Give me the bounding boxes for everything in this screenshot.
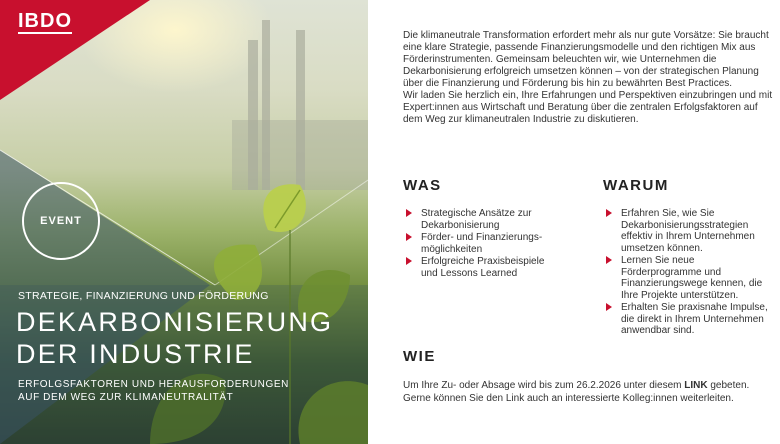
list-item-text: Strategische Ansätze zur Dekarbonisierung	[421, 208, 532, 231]
bullet-arrow-icon	[606, 303, 612, 311]
list-item	[603, 302, 775, 337]
list-item-text: Erfahren Sie, wie Sie Dekarbonisierungsstrategien effektiv in Ihrem Unternehmen umsetzen können.	[621, 208, 755, 254]
list-item	[403, 208, 563, 231]
wie-text-part: Um Ihre Zu- oder Absage wird bis zum 26.2.2026 unter diesem	[403, 380, 685, 391]
event-label: EVENT	[40, 215, 82, 227]
warum-list	[603, 208, 775, 338]
intro-paragraph: Die klimaneutrale Transformation erfordert mehr als nur gute Vorsätze: Sie braucht eine klare Strategie, passende Finanzierungsmodelle und den richtigen Mix aus Förderinstrumenten. Gemeinsam beleuchten wir, wie Unternehmen die Dekarbonisierung erfolgreich umsetzen können – von der strategischen Planung über die Finanzierung und Förderung bis hin zu bewährten Best Practices.	[403, 30, 769, 89]
hero-title	[16, 306, 333, 370]
list-item-text: Lernen Sie neue Förderprogramme und Finanzierungswege kennen, die Ihre Projekte unterstützen.	[621, 255, 763, 301]
bullet-arrow-icon	[406, 209, 412, 217]
list-item-text: Erfolgreiche Praxisbeispiele und Lessons Learned	[421, 256, 545, 279]
bullet-arrow-icon	[606, 256, 612, 264]
bullet-arrow-icon	[406, 257, 412, 265]
bullet-arrow-icon	[406, 233, 412, 241]
list-item	[603, 208, 775, 254]
wie-heading: WIE	[403, 348, 436, 365]
hero-subtitle	[18, 378, 289, 404]
list-item	[403, 232, 563, 255]
hero-subtitle-line: AUF DEM WEG ZUR KLIMANEUTRALITÄT	[18, 392, 234, 403]
intro-text	[403, 30, 773, 126]
list-item	[603, 255, 775, 301]
bullet-arrow-icon	[606, 209, 612, 217]
registration-link[interactable]: LINK	[684, 380, 708, 391]
wie-text-part: gebeten.	[707, 380, 750, 391]
warum-heading: WARUM	[603, 177, 669, 194]
hero-kicker: STRATEGIE, FINANZIERUNG UND FÖRDERUNG	[18, 290, 269, 302]
intro-paragraph: Wir laden Sie herzlich ein, Ihre Erfahrungen und Perspektiven einzubringen und mit Expert:innen aus Wirtschaft und Beratung über die zentralen Erfolgsfaktoren auf dem Weg zur klimaneutralen Industrie zu diskutieren.	[403, 90, 773, 125]
list-item	[403, 256, 563, 279]
bdo-logo: IBDO	[18, 10, 72, 32]
list-item-text: Förder- und Finanzierungsmöglichkeiten	[421, 232, 543, 255]
hero-subtitle-line: ERFOLGSFAKTOREN UND HERAUSFORDERUNGEN	[18, 379, 289, 390]
was-list	[403, 208, 563, 280]
hero-title-line: DER INDUSTRIE	[16, 339, 255, 369]
wie-line	[403, 380, 773, 393]
hero-image-panel	[0, 0, 368, 444]
wie-text	[403, 380, 773, 405]
event-badge	[22, 182, 100, 260]
was-heading: WAS	[403, 177, 442, 194]
wie-line: Gerne können Sie den Link auch an interessierte Kolleg:innen weiterleiten.	[403, 392, 734, 404]
hero-title-line: DEKARBONISIERUNG	[16, 307, 334, 337]
list-item-text: Erhalten Sie praxisnahe Impulse, die direkt in Ihrem Unternehmen anwendbar sind.	[621, 302, 768, 336]
